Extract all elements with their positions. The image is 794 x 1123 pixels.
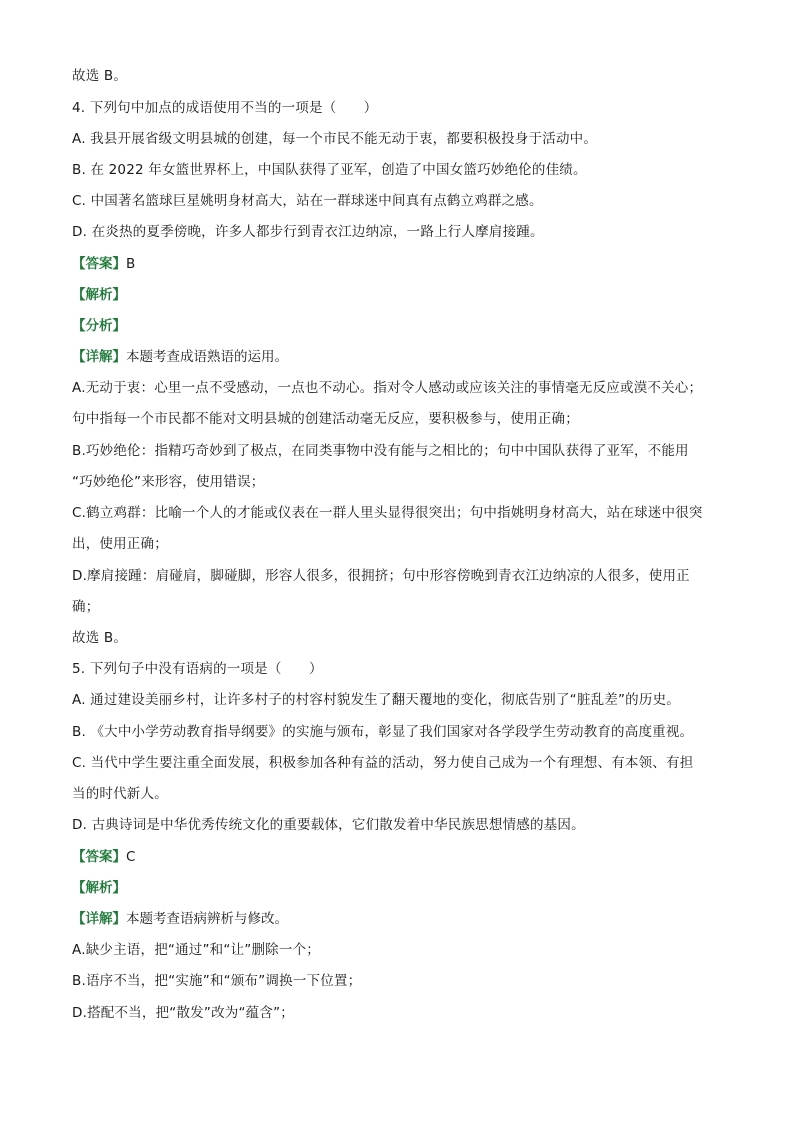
- question-4-option-d: D. 在炎热的夏季傍晚，许多人都步行到青衣江边纳凉，一路上行人摩肩接踵。: [72, 224, 544, 240]
- question-4-stem: 4. 下列句中加点的成语使用不当的一项是（ ）: [72, 100, 378, 116]
- answer-value: C: [126, 849, 136, 865]
- explanation-a-line-2: 句中指每一个市民都不能对文明县城的创建活动毫无反应，要积极参与，使用正确；: [72, 411, 579, 427]
- detail-line-q4: [72, 347, 288, 367]
- explanation-c-line-1: C.鹤立鸡群：比喻一个人的才能或仪表在一群人里头显得很突出；句中指姚明身材高大，站在球迷中很突: [72, 505, 703, 521]
- answer-tag: 【答案】: [72, 849, 126, 865]
- question-5-stem: 5. 下列句子中没有语病的一项是（ ）: [72, 661, 323, 677]
- analysis-tag: 【解析】: [72, 287, 126, 303]
- question-5-option-c-line-2: 当的时代新人。: [72, 786, 168, 802]
- question-4-option-c: C. 中国著名篮球巨星姚明身材高大，站在一群球迷中间真有点鹤立鸡群之感。: [72, 193, 543, 209]
- fix-d: D.搭配不当，把“散发”改为“蕴含”；: [72, 1005, 294, 1021]
- answer-value: B: [126, 256, 136, 272]
- conclusion-q3: 故选 B。: [72, 68, 128, 84]
- analysis-line-q5: [72, 878, 126, 898]
- question-5-option-a: A. 通过建设美丽乡村，让许多村子的村容村貌发生了翻天覆地的变化，彻底告别了“脏乱差”的历史。: [72, 692, 680, 708]
- detail-text: 本题考查语病辨析与修改。: [126, 911, 288, 927]
- fix-a: A.缺少主语，把“通过”和“让”删除一个；: [72, 942, 320, 958]
- question-4-option-a: A. 我县开展省级文明县城的创建，每一个市民不能无动于衷，都要积极投身于活动中。: [72, 131, 598, 147]
- explanation-a-line-1: A.无动于衷：心里一点不受感动，一点也不动心。指对令人感动或应该关注的事情毫无反应或漠不关心；: [72, 380, 703, 396]
- breakdown-line-q4: [72, 316, 126, 336]
- explanation-b-line-2: “巧妙绝伦”来形容，使用错误；: [72, 474, 265, 490]
- breakdown-tag: 【分析】: [72, 318, 126, 334]
- detail-line-q5: [72, 909, 288, 929]
- detail-tag: 【详解】: [72, 911, 126, 927]
- answer-line-q5: [72, 847, 135, 867]
- explanation-b-line-1: B.巧妙绝伦：指精巧奇妙到了极点，在同类事物中没有能与之相比的；句中中国队获得了亚军，不能用: [72, 443, 689, 459]
- analysis-tag: 【解析】: [72, 880, 126, 896]
- question-5-option-d: D. 古典诗词是中华优秀传统文化的重要载体，它们散发着中华民族思想情感的基因。: [72, 817, 585, 833]
- detail-tag: 【详解】: [72, 349, 126, 365]
- explanation-c-line-2: 出，使用正确；: [72, 536, 168, 552]
- question-4-option-b: B. 在 2022 年女篮世界杯上，中国队获得了亚军，创造了中国女篮巧妙绝伦的佳绩。: [72, 162, 587, 178]
- question-5-option-b: B. 《大中小学劳动教育指导纲要》的实施与颁布，彰显了我们国家对各学段学生劳动教育的高度重视。: [72, 724, 694, 740]
- question-5-option-c-line-1: C. 当代中学生要注重全面发展，积极参加各种有益的活动，努力使自己成为一个有理想、有本领、有担: [72, 755, 694, 771]
- answer-tag: 【答案】: [72, 256, 126, 272]
- answer-line-q4: [72, 254, 135, 274]
- explanation-d-line-1: D.摩肩接踵：肩碰肩，脚碰脚，形容人很多，很拥挤；句中形容傍晚到青衣江边纳凉的人很多，使用正: [72, 568, 690, 584]
- fix-b: B.语序不当，把“实施”和“颁布”调换一下位置；: [72, 973, 362, 989]
- detail-text: 本题考查成语熟语的运用。: [126, 349, 288, 365]
- conclusion-q4: 故选 B。: [72, 630, 128, 646]
- explanation-d-line-2: 确；: [72, 599, 100, 615]
- analysis-line-q4: [72, 285, 126, 305]
